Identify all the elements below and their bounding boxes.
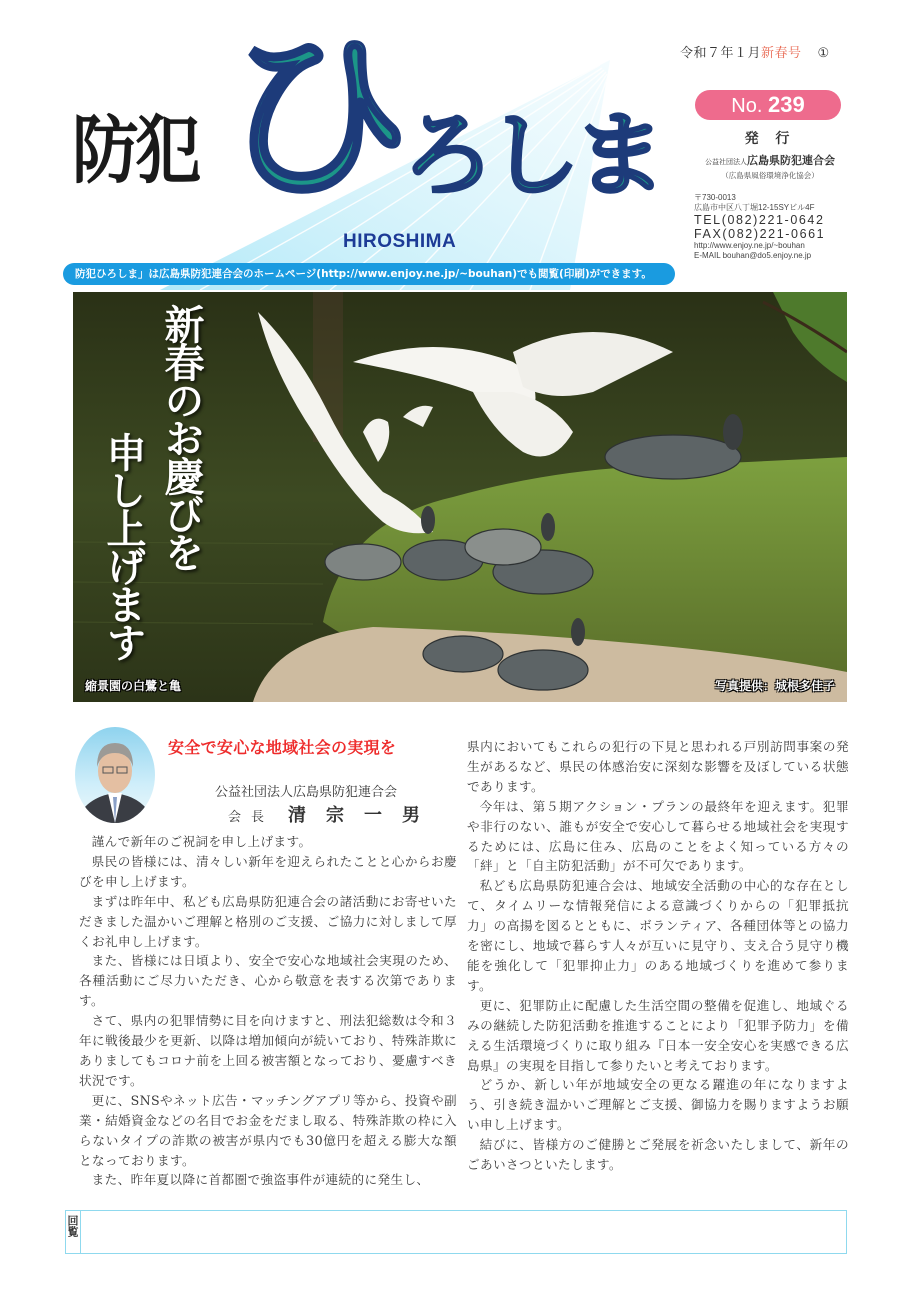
issue-date [680, 42, 830, 61]
greeting-line-2: 申し上げます [100, 432, 147, 660]
publisher-org-prefix: 公益社団法人 [705, 158, 747, 166]
postal-code: 〒730-0013 [694, 193, 736, 202]
photo-caption: 縮景園の白鷺と亀 [85, 679, 182, 693]
paragraph-continuation: 県内においてもこれらの犯行の下見と思われる戸別訪問事案の発生があるなど、県民の体感治安に深刻な影響を及ぼしている状態であります。 [467, 739, 849, 794]
title-hiragana-rest: ろしま [402, 102, 661, 209]
portrait-photo [75, 727, 155, 823]
publisher-block [690, 128, 850, 181]
issue-date-prefix: 令和７年１月 [680, 46, 762, 61]
web-banner: 防犯ひろしま」は広島県防犯連合会のホームページ(http://www.enjoy.ne.jp/~bouhan)でも閲覧(印刷)ができます。 [63, 263, 675, 285]
tel-number: TEL(082)221-0642 [694, 213, 825, 227]
author-organization: 公益社団法人広島県防犯連合会 [215, 785, 398, 800]
publisher-org-name: 広島県防犯連合会 [747, 154, 835, 167]
cover-photo [73, 292, 847, 702]
greeting-line-1b: お慶びを [158, 418, 205, 570]
publisher-label: 発 行 [744, 131, 796, 147]
paragraph: 結びに、皆様方のご健勝とご発展を祈念いたしまして、新年のごあいさつといたします。 [467, 1137, 849, 1173]
greeting-line-1 [153, 304, 210, 570]
author-title: 会長 [228, 810, 275, 825]
circulation-label: 回覧 [66, 1211, 81, 1253]
email-address[interactable]: E-MAIL bouhan@do5.enjoy.ne.jp [694, 251, 812, 260]
paragraph: 更に、SNSやネット広告・マッチングアプリ等から、投資や副業・結婚資金などの名目でお金をだまし取る、特殊詐欺の枠に入らないタイプの詐欺の被害が県内でも30億円を超える膨大な額となっております。 [79, 1092, 458, 1168]
special-issue-label: 新春号 [761, 46, 802, 61]
title-hiragana-hi: ひ [222, 6, 413, 227]
contact-block [694, 193, 825, 261]
paragraph: 県民の皆様には、清々しい新年を迎えられたことと心からお慶びを申し上げます。 [79, 853, 457, 889]
paragraph: また、昨年夏以降に首都圏で強盗事件が連続的に発生し、 [91, 1172, 430, 1188]
paragraph: まずは昨年中、私ども広島県防犯連合会の諸活動にお寄せいただきました温かいご理解と格別のご支援、ご協力に対しまして厚くお礼申し上げます。 [79, 893, 457, 949]
fax-number: FAX(082)221-0661 [694, 227, 826, 241]
address: 広島市中区八丁堀12-15SYビル4F [694, 203, 815, 212]
greeting-line-1a: 新春の [158, 304, 205, 418]
title-kanji: 防犯 [72, 108, 198, 194]
paragraph: 謹んで新年のご祝詞を申し上げます。 [91, 834, 312, 849]
article-headline: 安全で安心な地域社会の実現を [168, 738, 397, 757]
author-line [228, 801, 440, 827]
publisher-org-sub: （広島県風俗環境浄化協会） [721, 171, 819, 180]
photo-credit: 写真提供：城根多佳子 [714, 679, 835, 693]
article-column-left [79, 832, 457, 1190]
author-portrait [75, 727, 155, 823]
title-roman: HIROSHIMA [343, 231, 457, 252]
paragraph: どうか、新しい年が地域安全の更なる躍進の年になりますよう、引き続き温かいご理解とご支援、御協力を賜りますようお願い申し上げます。 [467, 1077, 849, 1133]
article-column-right [467, 737, 849, 1175]
issue-number-value: 239 [767, 92, 805, 117]
issue-number-badge [695, 90, 841, 120]
publisher-org [690, 152, 850, 168]
paragraph: 私ども広島県防犯連合会は、地域安全活動の中心的な存在として、タイムリーな情報発信による意識づくりからの「犯罪抵抗力」の高揚を図るとともに、ボランティア、各種団体等との協力を密にし、地域で暮らす人々が互いに見守り、支え合う見守り機能を強化して「犯罪抑止力」のある地域づくりを進めて参ります。 [467, 878, 849, 993]
issue-number-label: No. [731, 95, 763, 117]
paragraph: また、皆様には日頃より、安全で安心な地域社会実現のため、各種活動にご尽力いただき、心から敬意を表する次第であります。 [79, 953, 457, 1009]
masthead [0, 0, 920, 290]
paragraph: さて、県内の犯罪情勢に目を向けますと、刑法犯総数は令和３年に戦後最少を更新、以降は増加傾向が続いており、特殊詐欺にありましてもコロナ前を上回る被害額となっており、憂慮すべき状況です。 [79, 1013, 457, 1088]
website-url[interactable]: http://www.enjoy.ne.jp/~bouhan [694, 241, 805, 250]
circulation-box [65, 1210, 847, 1254]
paragraph: 更に、犯罪防止に配慮した生活空間の整備を促進し、地域ぐるみの継続した防犯活動を推進することにより「犯罪予防力」を備える生活環境づくりに取り組み『日本一安全安心を実感できる広島県』の実現を目指して参りたいと考えております。 [467, 997, 849, 1073]
author-name: 清宗一男 [288, 805, 441, 826]
paragraph: 今年は、第５期アクション・プランの最終年を迎えます。犯罪や非行のない、誰もが安全で安心して暮らせる地域社会を実現するためには、広島に住み、広島のことをよく知っている方々の「絆」と「自主防犯活動」が不可欠であります。 [467, 798, 849, 874]
page-number: ① [817, 46, 830, 61]
